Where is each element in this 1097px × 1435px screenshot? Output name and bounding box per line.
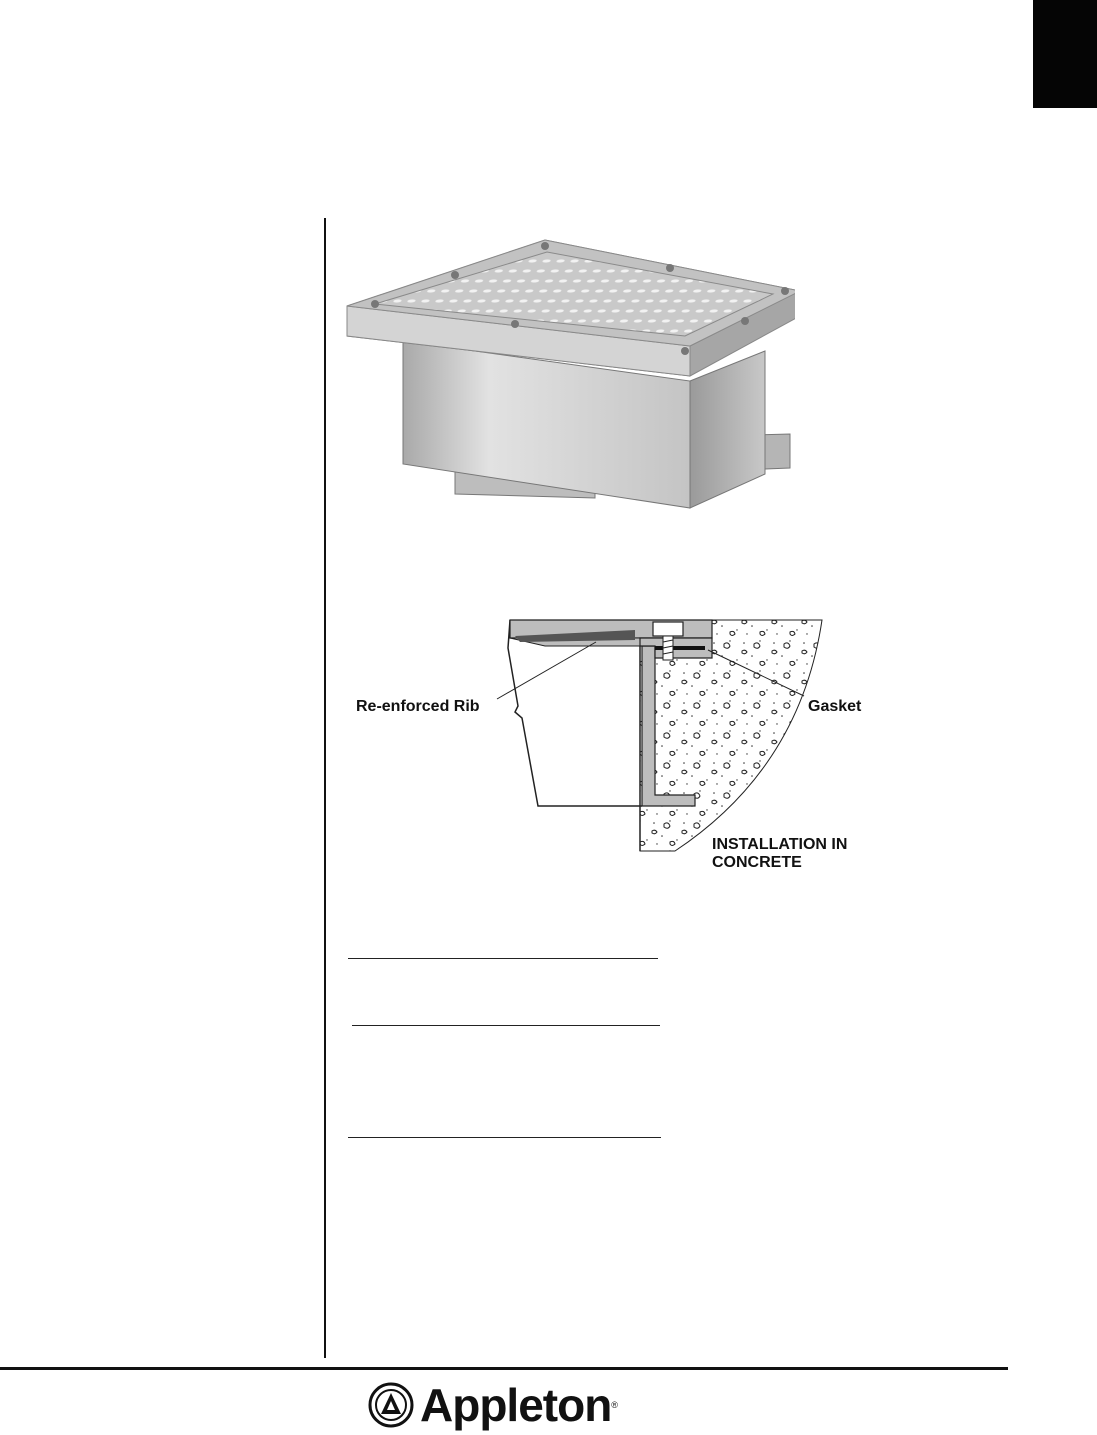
section-tab [1033,0,1097,108]
label-installation-line2: CONCRETE [712,854,802,871]
appleton-emblem-icon [368,1382,414,1428]
divider-rule [348,958,658,959]
brand-name: Appleton [420,1379,612,1431]
product-photo [345,236,795,521]
column-divider [324,218,326,1358]
registered-mark: ® [611,1400,618,1410]
divider-rule [352,1025,660,1026]
installation-diagram [350,608,870,873]
footer-rule [0,1367,1008,1370]
brand-logo [368,1378,648,1432]
label-reinforced-rib: Re-enforced Rib [356,698,480,715]
divider-rule [348,1137,661,1138]
label-gasket: Gasket [808,698,862,715]
label-installation-line1: INSTALLATION IN [712,836,848,853]
